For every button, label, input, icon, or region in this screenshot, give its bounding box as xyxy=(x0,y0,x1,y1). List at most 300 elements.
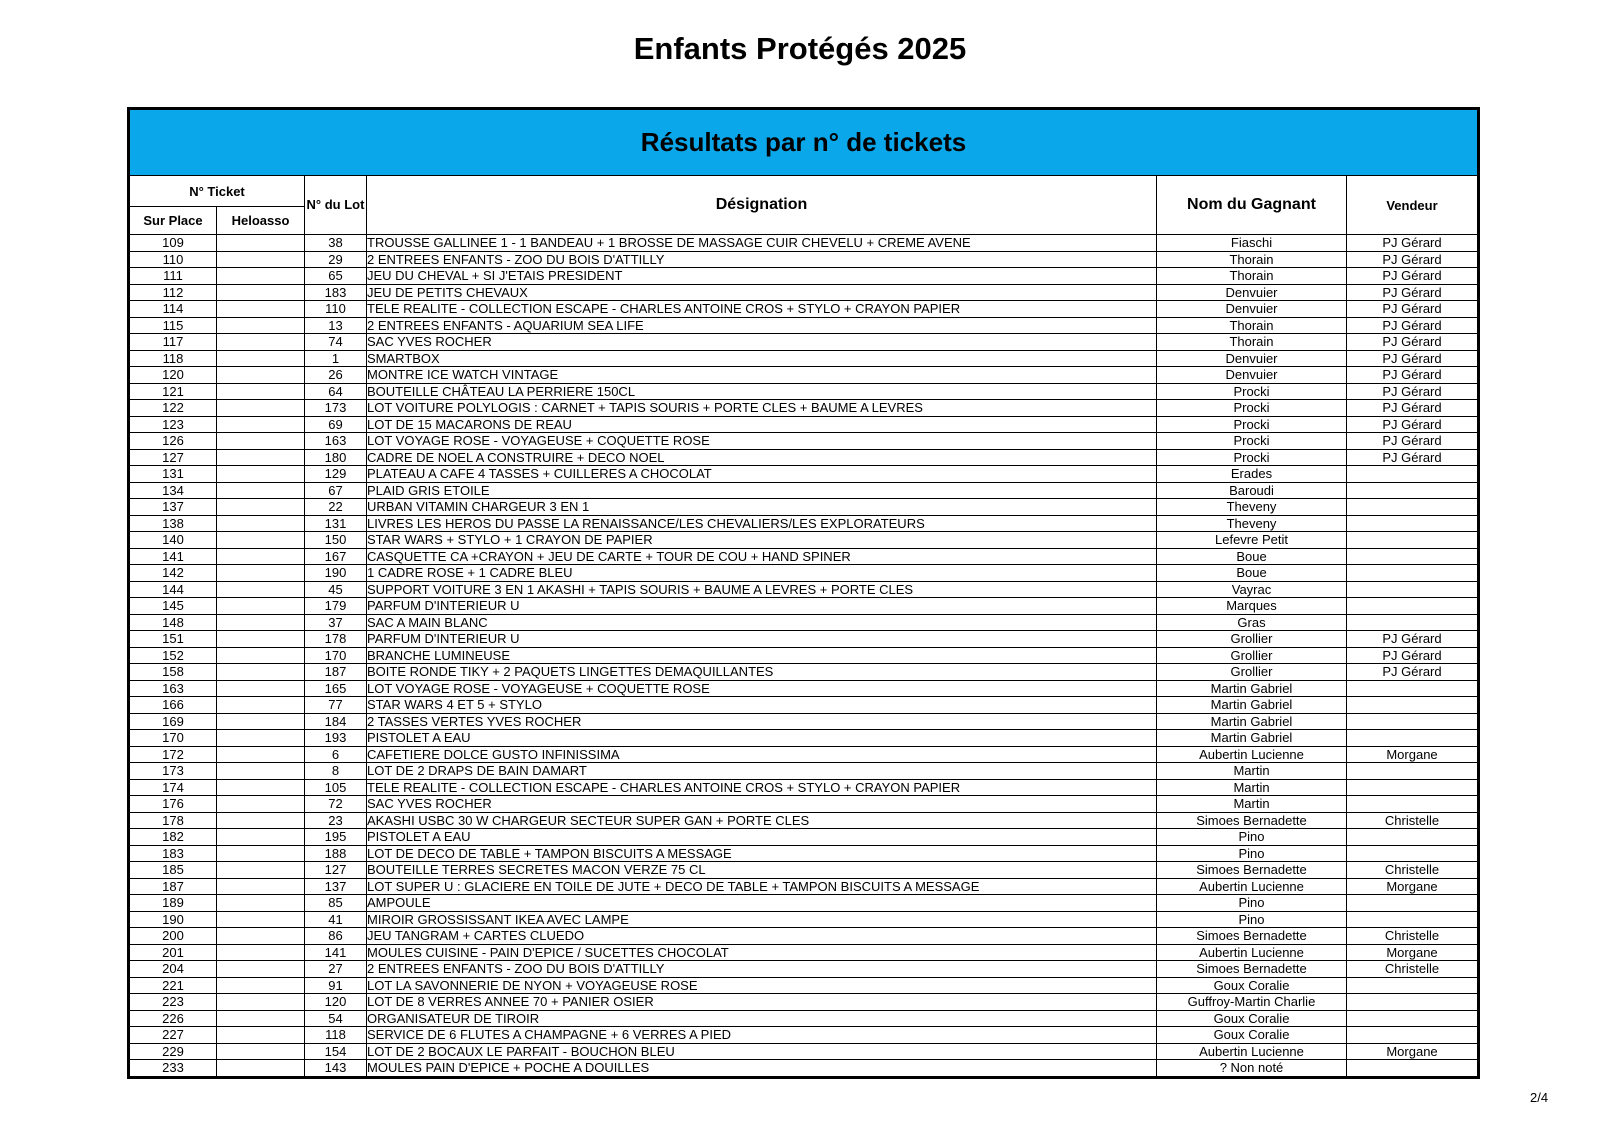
cell-seller: Morgane xyxy=(1347,944,1479,961)
cell-lot: 150 xyxy=(305,532,367,549)
cell-seller xyxy=(1347,680,1479,697)
cell-sur-place: 148 xyxy=(129,614,217,631)
cell-heloasso xyxy=(217,598,305,615)
cell-designation: BOUTEILLE TERRES SECRETES MACON VERZE 75 CL xyxy=(367,862,1157,879)
cell-lot: 23 xyxy=(305,812,367,829)
cell-winner: Simoes Bernadette xyxy=(1157,812,1347,829)
cell-seller: Morgane xyxy=(1347,878,1479,895)
cell-sur-place: 145 xyxy=(129,598,217,615)
cell-lot: 6 xyxy=(305,746,367,763)
cell-designation: MONTRE ICE WATCH VINTAGE xyxy=(367,367,1157,384)
table-row xyxy=(129,1010,1479,1027)
cell-seller xyxy=(1347,548,1479,565)
cell-seller xyxy=(1347,565,1479,582)
cell-sur-place: 122 xyxy=(129,400,217,417)
cell-sur-place: 201 xyxy=(129,944,217,961)
cell-heloasso xyxy=(217,746,305,763)
cell-designation: 2 ENTREES ENFANTS - ZOO DU BOIS D'ATTILLY xyxy=(367,961,1157,978)
cell-winner: Denvuier xyxy=(1157,367,1347,384)
cell-designation: LOT SUPER U : GLACIERE EN TOILE DE JUTE + DECO DE TABLE + TAMPON BISCUITS A MESSAGE xyxy=(367,878,1157,895)
cell-winner: Martin Gabriel xyxy=(1157,680,1347,697)
page-number: 2/4 xyxy=(1530,1090,1549,1105)
cell-heloasso xyxy=(217,532,305,549)
cell-seller: Christelle xyxy=(1347,928,1479,945)
cell-designation: ORGANISATEUR DE TIROIR xyxy=(367,1010,1157,1027)
cell-heloasso xyxy=(217,779,305,796)
cell-designation: 2 ENTREES ENFANTS - AQUARIUM SEA LIFE xyxy=(367,317,1157,334)
cell-winner: Procki xyxy=(1157,400,1347,417)
cell-lot: 8 xyxy=(305,763,367,780)
cell-designation: LOT DE 8 VERRES ANNEE 70 + PANIER OSIER xyxy=(367,994,1157,1011)
cell-sur-place: 142 xyxy=(129,565,217,582)
cell-winner: Erades xyxy=(1157,466,1347,483)
table-row xyxy=(129,994,1479,1011)
cell-winner: Grollier xyxy=(1157,631,1347,648)
cell-heloasso xyxy=(217,680,305,697)
table-row xyxy=(129,895,1479,912)
cell-sur-place: 176 xyxy=(129,796,217,813)
cell-seller: PJ Gérard xyxy=(1347,416,1479,433)
cell-sur-place: 227 xyxy=(129,1027,217,1044)
cell-winner: ? Non noté xyxy=(1157,1060,1347,1078)
cell-lot: 188 xyxy=(305,845,367,862)
cell-winner: Procki xyxy=(1157,383,1347,400)
cell-lot: 64 xyxy=(305,383,367,400)
cell-lot: 129 xyxy=(305,466,367,483)
cell-winner: Pino xyxy=(1157,829,1347,846)
cell-sur-place: 233 xyxy=(129,1060,217,1078)
cell-heloasso xyxy=(217,994,305,1011)
cell-heloasso xyxy=(217,581,305,598)
cell-lot: 29 xyxy=(305,251,367,268)
table-row xyxy=(129,1027,1479,1044)
table-row xyxy=(129,482,1479,499)
table-row xyxy=(129,911,1479,928)
cell-seller: PJ Gérard xyxy=(1347,268,1479,285)
cell-seller xyxy=(1347,697,1479,714)
cell-seller: PJ Gérard xyxy=(1347,284,1479,301)
cell-heloasso xyxy=(217,697,305,714)
table-row xyxy=(129,878,1479,895)
cell-designation: PISTOLET A EAU xyxy=(367,829,1157,846)
cell-heloasso xyxy=(217,334,305,351)
cell-seller: PJ Gérard xyxy=(1347,301,1479,318)
cell-designation: SAC YVES ROCHER xyxy=(367,334,1157,351)
cell-lot: 154 xyxy=(305,1043,367,1060)
cell-heloasso xyxy=(217,251,305,268)
cell-seller xyxy=(1347,515,1479,532)
cell-lot: 127 xyxy=(305,862,367,879)
cell-winner: Martin xyxy=(1157,779,1347,796)
table-row xyxy=(129,730,1479,747)
cell-heloasso xyxy=(217,383,305,400)
cell-designation: BOUTEILLE CHÂTEAU LA PERRIERE 150CL xyxy=(367,383,1157,400)
cell-sur-place: 182 xyxy=(129,829,217,846)
cell-heloasso xyxy=(217,317,305,334)
cell-winner: Goux Coralie xyxy=(1157,1027,1347,1044)
cell-winner: Vayrac xyxy=(1157,581,1347,598)
cell-sur-place: 173 xyxy=(129,763,217,780)
cell-sur-place: 134 xyxy=(129,482,217,499)
cell-heloasso xyxy=(217,235,305,252)
cell-sur-place: 131 xyxy=(129,466,217,483)
cell-lot: 67 xyxy=(305,482,367,499)
cell-seller xyxy=(1347,730,1479,747)
cell-lot: 131 xyxy=(305,515,367,532)
table-row xyxy=(129,268,1479,285)
cell-lot: 183 xyxy=(305,284,367,301)
cell-lot: 77 xyxy=(305,697,367,714)
cell-lot: 178 xyxy=(305,631,367,648)
cell-heloasso xyxy=(217,614,305,631)
cell-lot: 27 xyxy=(305,961,367,978)
cell-winner: Aubertin Lucienne xyxy=(1157,1043,1347,1060)
cell-seller xyxy=(1347,499,1479,516)
table-row xyxy=(129,235,1479,252)
cell-sur-place: 141 xyxy=(129,548,217,565)
table-row xyxy=(129,350,1479,367)
cell-seller xyxy=(1347,796,1479,813)
table-row xyxy=(129,862,1479,879)
cell-sur-place: 166 xyxy=(129,697,217,714)
cell-designation: LOT DE 15 MACARONS DE REAU xyxy=(367,416,1157,433)
cell-seller xyxy=(1347,763,1479,780)
cell-designation: MOULES PAIN D'EPICE + POCHE A DOUILLES xyxy=(367,1060,1157,1078)
cell-lot: 187 xyxy=(305,664,367,681)
cell-lot: 65 xyxy=(305,268,367,285)
cell-designation: LOT VOITURE POLYLOGIS : CARNET + TAPIS SOURIS + PORTE CLES + BAUME A LEVRES xyxy=(367,400,1157,417)
table-row xyxy=(129,1060,1479,1078)
cell-designation: LOT DE DECO DE TABLE + TAMPON BISCUITS A MESSAGE xyxy=(367,845,1157,862)
cell-seller xyxy=(1347,829,1479,846)
cell-designation: AKASHI USBC 30 W CHARGEUR SECTEUR SUPER GAN + PORTE CLES xyxy=(367,812,1157,829)
cell-heloasso xyxy=(217,895,305,912)
table-row xyxy=(129,928,1479,945)
cell-lot: 22 xyxy=(305,499,367,516)
cell-designation: LOT VOYAGE ROSE - VOYAGEUSE + COQUETTE ROSE xyxy=(367,433,1157,450)
cell-designation: SERVICE DE 6 FLUTES A CHAMPAGNE + 6 VERRES A PIED xyxy=(367,1027,1157,1044)
cell-seller xyxy=(1347,713,1479,730)
cell-heloasso xyxy=(217,268,305,285)
table-row xyxy=(129,548,1479,565)
cell-seller xyxy=(1347,1060,1479,1078)
table-row xyxy=(129,334,1479,351)
cell-designation: PLATEAU A CAFE 4 TASSES + CUILLERES A CHOCOLAT xyxy=(367,466,1157,483)
cell-winner: Guffroy-Martin Charlie xyxy=(1157,994,1347,1011)
cell-lot: 1 xyxy=(305,350,367,367)
cell-lot: 170 xyxy=(305,647,367,664)
cell-lot: 163 xyxy=(305,433,367,450)
cell-designation: URBAN VITAMIN CHARGEUR 3 EN 1 xyxy=(367,499,1157,516)
cell-sur-place: 226 xyxy=(129,1010,217,1027)
table-row xyxy=(129,515,1479,532)
table-row xyxy=(129,598,1479,615)
cell-sur-place: 152 xyxy=(129,647,217,664)
cell-heloasso xyxy=(217,301,305,318)
header-winner: Nom du Gagnant xyxy=(1157,176,1347,235)
cell-heloasso xyxy=(217,713,305,730)
cell-sur-place: 169 xyxy=(129,713,217,730)
cell-winner: Aubertin Lucienne xyxy=(1157,746,1347,763)
table-row xyxy=(129,944,1479,961)
cell-designation: LOT DE 2 BOCAUX LE PARFAIT - BOUCHON BLEU xyxy=(367,1043,1157,1060)
cell-heloasso xyxy=(217,400,305,417)
cell-lot: 179 xyxy=(305,598,367,615)
cell-seller xyxy=(1347,779,1479,796)
cell-winner: Simoes Bernadette xyxy=(1157,928,1347,945)
cell-sur-place: 123 xyxy=(129,416,217,433)
cell-lot: 13 xyxy=(305,317,367,334)
cell-heloasso xyxy=(217,1010,305,1027)
cell-designation: 1 CADRE ROSE + 1 CADRE BLEU xyxy=(367,565,1157,582)
cell-lot: 86 xyxy=(305,928,367,945)
cell-winner: Theveny xyxy=(1157,499,1347,516)
cell-sur-place: 118 xyxy=(129,350,217,367)
cell-winner: Procki xyxy=(1157,416,1347,433)
cell-winner: Martin Gabriel xyxy=(1157,730,1347,747)
cell-sur-place: 151 xyxy=(129,631,217,648)
cell-heloasso xyxy=(217,499,305,516)
cell-seller: Morgane xyxy=(1347,1043,1479,1060)
table-row xyxy=(129,796,1479,813)
cell-winner: Goux Coralie xyxy=(1157,977,1347,994)
cell-seller: PJ Gérard xyxy=(1347,334,1479,351)
cell-lot: 38 xyxy=(305,235,367,252)
cell-designation: LOT DE 2 DRAPS DE BAIN DAMART xyxy=(367,763,1157,780)
cell-winner: Denvuier xyxy=(1157,301,1347,318)
cell-designation: AMPOULE xyxy=(367,895,1157,912)
cell-designation: SAC YVES ROCHER xyxy=(367,796,1157,813)
cell-heloasso xyxy=(217,928,305,945)
cell-winner: Thorain xyxy=(1157,268,1347,285)
cell-designation: SUPPORT VOITURE 3 EN 1 AKASHI + TAPIS SOURIS + BAUME A LEVRES + PORTE CLES xyxy=(367,581,1157,598)
cell-designation: 2 TASSES VERTES YVES ROCHER xyxy=(367,713,1157,730)
cell-seller xyxy=(1347,895,1479,912)
table-row xyxy=(129,746,1479,763)
cell-designation: STAR WARS + STYLO + 1 CRAYON DE PAPIER xyxy=(367,532,1157,549)
cell-sur-place: 223 xyxy=(129,994,217,1011)
cell-winner: Thorain xyxy=(1157,334,1347,351)
header-heloasso: Heloasso xyxy=(217,207,305,235)
results-table xyxy=(127,107,1480,1079)
cell-lot: 45 xyxy=(305,581,367,598)
cell-winner: Denvuier xyxy=(1157,350,1347,367)
cell-winner: Aubertin Lucienne xyxy=(1157,878,1347,895)
cell-winner: Baroudi xyxy=(1157,482,1347,499)
cell-lot: 105 xyxy=(305,779,367,796)
cell-sur-place: 183 xyxy=(129,845,217,862)
cell-lot: 137 xyxy=(305,878,367,895)
cell-heloasso xyxy=(217,565,305,582)
cell-heloasso xyxy=(217,961,305,978)
cell-heloasso xyxy=(217,977,305,994)
cell-designation: CAFETIERE DOLCE GUSTO INFINISSIMA xyxy=(367,746,1157,763)
table-row xyxy=(129,400,1479,417)
cell-seller: PJ Gérard xyxy=(1347,317,1479,334)
cell-seller xyxy=(1347,614,1479,631)
table-row xyxy=(129,367,1479,384)
cell-designation: LOT VOYAGE ROSE - VOYAGEUSE + COQUETTE ROSE xyxy=(367,680,1157,697)
cell-designation: PARFUM D'INTERIEUR U xyxy=(367,598,1157,615)
document-title: Enfants Protégés 2025 xyxy=(633,31,967,66)
cell-seller: PJ Gérard xyxy=(1347,400,1479,417)
cell-designation: MOULES CUISINE - PAIN D'EPICE / SUCETTES CHOCOLAT xyxy=(367,944,1157,961)
header-sur-place: Sur Place xyxy=(129,207,217,235)
cell-winner: Simoes Bernadette xyxy=(1157,862,1347,879)
cell-lot: 37 xyxy=(305,614,367,631)
cell-sur-place: 178 xyxy=(129,812,217,829)
cell-heloasso xyxy=(217,466,305,483)
cell-designation: LIVRES LES HEROS DU PASSE LA RENAISSANCE/LES CHEVALIERS/LES EXPLORATEURS xyxy=(367,515,1157,532)
cell-seller xyxy=(1347,1027,1479,1044)
cell-sur-place: 126 xyxy=(129,433,217,450)
cell-sur-place: 190 xyxy=(129,911,217,928)
cell-sur-place: 114 xyxy=(129,301,217,318)
cell-designation: JEU DE PETITS CHEVAUX xyxy=(367,284,1157,301)
cell-seller: Morgane xyxy=(1347,746,1479,763)
header-designation: Désignation xyxy=(367,176,1157,235)
table-row xyxy=(129,812,1479,829)
cell-heloasso xyxy=(217,433,305,450)
table-row xyxy=(129,829,1479,846)
table-row xyxy=(129,845,1479,862)
results-banner: Résultats par n° de tickets xyxy=(129,109,1479,176)
cell-heloasso xyxy=(217,416,305,433)
cell-lot: 141 xyxy=(305,944,367,961)
cell-sur-place: 112 xyxy=(129,284,217,301)
cell-sur-place: 109 xyxy=(129,235,217,252)
cell-lot: 69 xyxy=(305,416,367,433)
cell-heloasso xyxy=(217,548,305,565)
cell-winner: Martin xyxy=(1157,796,1347,813)
cell-winner: Thorain xyxy=(1157,251,1347,268)
cell-seller: PJ Gérard xyxy=(1347,433,1479,450)
header-seller: Vendeur xyxy=(1347,176,1479,235)
cell-seller xyxy=(1347,466,1479,483)
cell-lot: 193 xyxy=(305,730,367,747)
cell-designation: MIROIR GROSSISSANT IKEA AVEC LAMPE xyxy=(367,911,1157,928)
cell-heloasso xyxy=(217,911,305,928)
table-row xyxy=(129,383,1479,400)
cell-lot: 143 xyxy=(305,1060,367,1078)
cell-seller: Christelle xyxy=(1347,961,1479,978)
cell-sur-place: 174 xyxy=(129,779,217,796)
header-lot: N° du Lot xyxy=(305,176,367,235)
cell-winner: Thorain xyxy=(1157,317,1347,334)
cell-winner: Simoes Bernadette xyxy=(1157,961,1347,978)
cell-lot: 173 xyxy=(305,400,367,417)
table-row xyxy=(129,697,1479,714)
table-row xyxy=(129,416,1479,433)
header-ticket-group: N° Ticket xyxy=(129,176,305,207)
cell-winner: Martin Gabriel xyxy=(1157,713,1347,730)
table-row xyxy=(129,763,1479,780)
cell-heloasso xyxy=(217,482,305,499)
cell-seller: PJ Gérard xyxy=(1347,383,1479,400)
cell-seller xyxy=(1347,977,1479,994)
cell-lot: 91 xyxy=(305,977,367,994)
cell-designation: SMARTBOX xyxy=(367,350,1157,367)
cell-designation: PARFUM D'INTERIEUR U xyxy=(367,631,1157,648)
cell-seller: PJ Gérard xyxy=(1347,350,1479,367)
cell-designation: LOT LA SAVONNERIE DE NYON + VOYAGEUSE ROSE xyxy=(367,977,1157,994)
table-row xyxy=(129,301,1479,318)
cell-heloasso xyxy=(217,1060,305,1078)
table-row xyxy=(129,614,1479,631)
table-row xyxy=(129,977,1479,994)
cell-seller xyxy=(1347,845,1479,862)
cell-heloasso xyxy=(217,878,305,895)
cell-lot: 54 xyxy=(305,1010,367,1027)
table-row xyxy=(129,1043,1479,1060)
table-row xyxy=(129,466,1479,483)
cell-heloasso xyxy=(217,647,305,664)
cell-seller: PJ Gérard xyxy=(1347,251,1479,268)
cell-designation: TELE REALITE - COLLECTION ESCAPE - CHARLES ANTOINE CROS + STYLO + CRAYON PAPIER xyxy=(367,301,1157,318)
cell-lot: 110 xyxy=(305,301,367,318)
cell-sur-place: 187 xyxy=(129,878,217,895)
table-row xyxy=(129,499,1479,516)
cell-winner: Procki xyxy=(1157,449,1347,466)
cell-sur-place: 127 xyxy=(129,449,217,466)
cell-heloasso xyxy=(217,796,305,813)
results-body xyxy=(129,235,1479,1078)
cell-lot: 190 xyxy=(305,565,367,582)
cell-sur-place: 204 xyxy=(129,961,217,978)
cell-sur-place: 170 xyxy=(129,730,217,747)
table-row xyxy=(129,779,1479,796)
cell-winner: Fiaschi xyxy=(1157,235,1347,252)
cell-lot: 85 xyxy=(305,895,367,912)
cell-sur-place: 158 xyxy=(129,664,217,681)
cell-seller xyxy=(1347,532,1479,549)
cell-lot: 74 xyxy=(305,334,367,351)
table-row xyxy=(129,317,1479,334)
cell-heloasso xyxy=(217,829,305,846)
cell-designation: TROUSSE GALLINEE 1 - 1 BANDEAU + 1 BROSSE DE MASSAGE CUIR CHEVELU + CREME AVENE xyxy=(367,235,1157,252)
cell-seller xyxy=(1347,482,1479,499)
table-row xyxy=(129,664,1479,681)
cell-winner: Aubertin Lucienne xyxy=(1157,944,1347,961)
cell-sur-place: 111 xyxy=(129,268,217,285)
cell-winner: Pino xyxy=(1157,895,1347,912)
cell-seller: PJ Gérard xyxy=(1347,631,1479,648)
table-row xyxy=(129,449,1479,466)
cell-seller xyxy=(1347,911,1479,928)
cell-winner: Goux Coralie xyxy=(1157,1010,1347,1027)
cell-heloasso xyxy=(217,812,305,829)
table-row xyxy=(129,433,1479,450)
cell-seller: PJ Gérard xyxy=(1347,235,1479,252)
cell-designation: CADRE DE NOEL A CONSTRUIRE + DECO NOEL xyxy=(367,449,1157,466)
cell-winner: Martin xyxy=(1157,763,1347,780)
cell-lot: 184 xyxy=(305,713,367,730)
cell-heloasso xyxy=(217,862,305,879)
cell-heloasso xyxy=(217,730,305,747)
cell-seller: Christelle xyxy=(1347,812,1479,829)
cell-sur-place: 140 xyxy=(129,532,217,549)
cell-sur-place: 137 xyxy=(129,499,217,516)
cell-heloasso xyxy=(217,944,305,961)
cell-heloasso xyxy=(217,367,305,384)
table-row xyxy=(129,647,1479,664)
cell-heloasso xyxy=(217,845,305,862)
cell-designation: CASQUETTE CA +CRAYON + JEU DE CARTE + TOUR DE COU + HAND SPINER xyxy=(367,548,1157,565)
cell-winner: Lefevre Petit xyxy=(1157,532,1347,549)
cell-sur-place: 110 xyxy=(129,251,217,268)
table-row xyxy=(129,581,1479,598)
cell-winner: Pino xyxy=(1157,911,1347,928)
